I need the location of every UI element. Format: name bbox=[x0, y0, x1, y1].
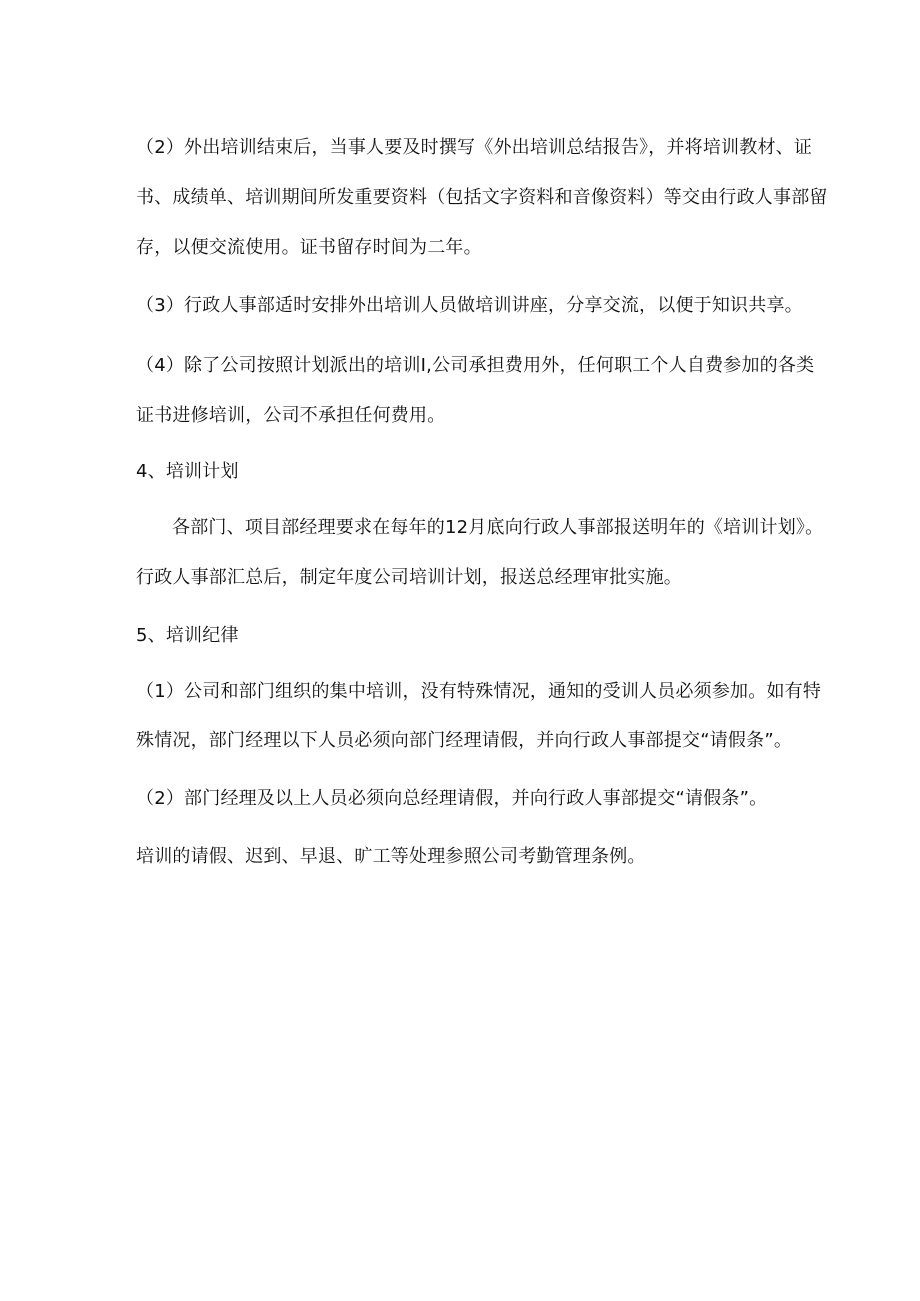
paragraph-line: 各部门、项目部经理要求在每年的12月底向行政人事部报送明年的《培训计划》。 bbox=[172, 517, 824, 538]
paragraph-line: （2）外出培训结束后，当事人要及时撰写《外出培训总结报告》，并将培训教材、证 bbox=[136, 137, 813, 158]
paragraph-line: 证书进修培训，公司不承担任何费用。 bbox=[136, 405, 446, 426]
paragraph-line: （3）行政人事部适时安排外出培训人员做培训讲座，分享交流，以便于知识共享。 bbox=[136, 295, 803, 316]
paragraph-line: 行政人事部汇总后，制定年度公司培训计划，报送总经理审批实施。 bbox=[136, 567, 682, 588]
paragraph-line: （1）公司和部门组织的集中培训，没有特殊情况，通知的受训人员必须参加。如有特 bbox=[136, 681, 822, 702]
section-heading: 4、培训计划 bbox=[136, 461, 239, 482]
paragraph-line: 书、成绩单、培训期间所发重要资料（包括文字资料和音像资料）等交由行政人事部留 bbox=[136, 187, 828, 208]
paragraph-line: 殊情况，部门经理以下人员必须向部门经理请假，并向行政人事部提交“请假条”。 bbox=[136, 730, 793, 751]
paragraph-line: （4）除了公司按照计划派出的培训I,公司承担费用外，任何职工个人自费参加的各类 bbox=[136, 355, 815, 376]
paragraph-line: 存，以便交流使用。证书留存时间为二年。 bbox=[136, 237, 482, 258]
paragraph-line: 培训的请假、迟到、早退、旷工等处理参照公司考勤管理条例。 bbox=[136, 846, 646, 867]
section-heading: 5、培训纪律 bbox=[136, 625, 239, 646]
paragraph-line: （2）部门经理及以上人员必须向总经理请假，并向行政人事部提交“请假条”。 bbox=[136, 788, 768, 809]
